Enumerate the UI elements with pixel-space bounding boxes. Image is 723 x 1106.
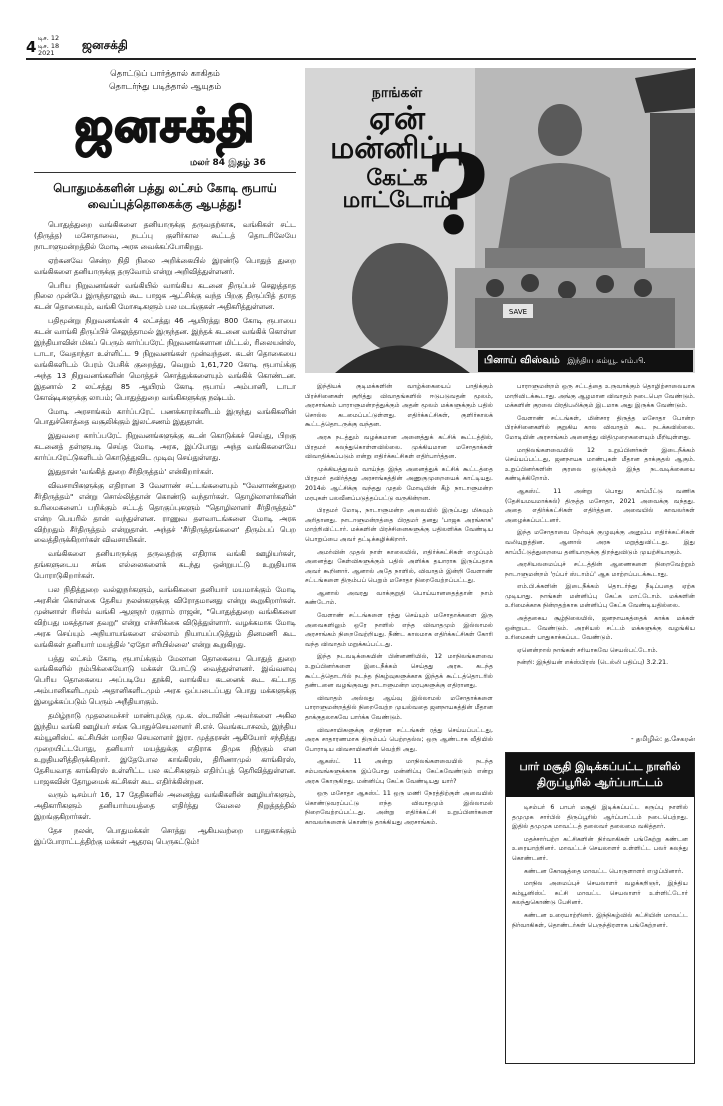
title-line: நாங்கள் [371, 85, 423, 101]
feature-paragraph: வேளாண் சட்டங்களை ரத்து செய்யும் மசோதாக்களை இரு அவைகளிலும் ஒரே நாளில் எந்த விவாதமும் இல்லாமல் அரசாங்கம் நிறைவேற்றியது. நீண்ட காலமாக எதிர்க்கட்சிகள் கோரி வந்த விவாதம் மறுக்கப்பட்டது. [305, 612, 493, 648]
masthead-rule [34, 172, 296, 173]
issue-number: மலர் 84 இதழ் 36 [190, 158, 266, 168]
lead-paragraph: தமிழ்நாடு முதலமைச்சர் மாண்புமிகு மு.க. ஸ்டாலின் அவர்களை அகில இந்திய வங்கி ஊழியர் சங்க பொதுச்செயலாளர் சி.எச். வெங்கடாசலம், இந்திய கம்யூனிஸ்ட் கட்சியின் மாநில செயலாளர் இரா. முத்தரசன் ஆகியோர் சந்தித்து முறையிட்டபோது, தனியார் மயத்துக்கு எதிராக திமுக நிற்கும் என உறுதியளித்திருக்கிறார். இதேபோல காங்கிரஸ், திரிணாமுல் காங்கிரஸ், தேசியவாத காங்கிரஸ் உள்ளிட்ட பல கட்சிகளும் எதிர்ப்புத் தெரிவித்துள்ளன. பாஜகவின் தோழமைக் கட்சிகள் கூட எதிர்க்கின்றன. [34, 711, 296, 786]
title-line: கேட்க [366, 166, 428, 191]
title-line: ஏன் [369, 99, 425, 137]
side-box-paragraph: கண்டன கோஷத்தை மாவட்ட பொருளாளர் எழுப்பினார். [524, 867, 684, 875]
lead-paragraph: வரும் டிசம்பர் 16, 17 தேதிகளில் அனைத்து வங்கிகளின் ஊழியர்களும், அதிகாரிகளும் தனியார்மயத்தை எதிர்த்து வேலை நிறுத்தத்தில் இறங்குகிறார்கள். [34, 790, 296, 822]
lead-paragraph: இதுதான் 'வங்கித் துறை சீர்திருத்தம்' என்கிறார்கள். [48, 467, 214, 477]
lead-paragraph: மோடி அரசாங்கம் கார்ப்பரேட் பணக்காரர்களிடம் இருந்து வங்கிகளின் பொதுச்சொத்தை வசூலிக்கும் இலட்சணம் இதுதான். [34, 406, 296, 427]
lead-paragraph: தேச நலன், பொதுமக்கள் சொத்து ஆகியவற்றை பாதுகாக்கும் இப்போராட்டத்திற்கு மக்கள் ஆதரவு பெருகட்டும்! [34, 826, 296, 847]
feature-paragraph: அரசியலமைப்புச் சட்டத்தின் ஆணைகளை நிறைவேற்றும் நாடாளுமன்றம் 'ரப்பர் ஸ்டாம்ப்' ஆக மாற்றப்படக்கூடாது. [505, 561, 695, 578]
feature-paragraph: வேளாண் சட்டங்கள், மின்சார திருத்த மசோதா போன்ற பிரச்சினைகளில் குறுகிய கால விவாதம் கூட நடக்கவில்லை. மோடியின் அரசாங்கம் அனைத்து விதிமுறைகளையும் மீறியுள்ளது. [505, 414, 695, 441]
feature-paragraph: நன்றி: இந்தியன் எக்ஸ்பிரஸ் (டெல்லி பதிப்பு) 3.2.21. [517, 659, 669, 667]
author-byline [478, 350, 693, 372]
side-box-paragraph: கண்டன உரையாற்றினர். இந்நிகழ்வில் கட்சியின் மாவட்ட நிர்வாகிகள், தொண்டர்கள் பெருந்திரளாக பங்கேற்றனர். [512, 911, 688, 929]
feature-paragraph: இந்த நடவடிக்கையின் பின்னணியில், 12 மாநிலங்களவை உறுப்பினர்களை இடைநீக்கம் செய்தது அரசு. கடந்த கூட்டத்தொடரில் நடந்த நிகழ்வுகளுக்காக இந்தக் கூட்டத்தொடரில் தண்டனை வழங்குவது நாடாளுமன்ற மரபுகளுக்கு எதிரானது. [305, 653, 493, 690]
feature-paragraph: இந்த மசோதாவை நேர்வுக் குழுவுக்கு அனுப்ப எதிர்க்கட்சிகள் வலியுறுத்தின. ஆனால் அரசு மறுத்துவிட்டது. இது காப்பீட்டுத்துறையை தனியாருக்கு திறந்துவிடும் முயற்சியாகும். [505, 529, 695, 556]
lead-paragraph: பொதுத்துறை வங்கிகளை தனியாருக்கு தருவதற்காக, வங்கிகள் சட்ட (திருத்த) மசோதாவை, நடப்பு குளிர்கால கூட்டத் தொடரிலேயே நாடாளுமன்றத்தில் மோடி அரசு வைக்கப்போகிறது. [34, 220, 296, 251]
feature-paragraph: அமர்வின் முதல் நாள் காலையில், எதிர்க்கட்சிகள் எழுப்பும் அனைத்து கேள்விகளுக்கும் பதில் அளிக்க தயாராக இருப்பதாக அவர் கூறினார். ஆனால் அதே நாளில், விவாதம் இன்றி வேளாண் சட்டங்களை திரும்பப் பெறும் மசோதா நிறைவேற்றப்பட்டது. [305, 548, 493, 585]
side-box-body [506, 797, 694, 939]
feature-paragraph: அத்தகைய சூழ்நிலையில், ஜனநாயகத்தைக் காக்க மக்கள் ஒன்றுபட வேண்டும். அரசியல் சட்டம் மக்களுக்கு வழங்கிய உரிமைகள் பாதுகாக்கப்பட வேண்டும். [505, 615, 695, 642]
feature-paragraph: எம்.பி.க்களின் இடைநீக்கம் தொடர்ந்து நீடிப்பதை ஏற்க முடியாது. நாங்கள் மன்னிப்பு கேட்க மாட்டோம். மக்களின் உரிமைக்காக நின்றதற்காக மன்னிப்பு கேட்க வேண்டியதில்லை. [505, 583, 695, 610]
lead-paragraph: பல நிதித்துறை வல்லுநர்களும், வங்கிகளை தனியார் மயமாக்கும் மோடி அரசின் கொள்கை தேசிய நலன்களுக்கு விரோதமானது என்று கூறுகிறார்கள். முன்னாள் ரிசர்வ் வங்கி ஆளுநர் ரகுராம் ராஜன், "பொதுத்துறை வங்கிகளை விற்பது மகத்தான தவறு" என்று எச்சரிக்கை விடுத்துள்ளார். வழக்கமாக மோடி அரசு செய்யும் அநியாயங்களை எல்லாம் நியாயப்படுத்தும் தினமணி கூட வங்கிகள் தனியார் மயத்தில் 'ஏதோ சரியில்லை' என்று கூறுகிறது. [34, 585, 296, 649]
feature-article-right-column [505, 382, 695, 732]
title-line: மன்னிப்பு [330, 131, 464, 166]
masthead-tagline [34, 68, 296, 94]
date-line: டிச. 18 [38, 41, 60, 50]
feature-paragraph: இந்தியக் குடிமக்களின் வாழ்க்கையைப் பாதிக்கும் பிரச்சினைகள் குறித்து விவாதங்களில் ஈடுபடுவதன் மூலம், அரசாங்கம் பாராளுமன்றத்துக்கும் அதன் மூலம் மக்களுக்கும் பதில் சொல்ல கடமைப்பட்டுள்ளது. எதிர்க்கட்சிகள், குளிர்காலக் கூட்டத்தொடருக்கு வந்தன. [305, 383, 493, 429]
header-rule [26, 58, 696, 60]
translator-credit: - தமிழில்: த.சேகரன் [631, 735, 695, 743]
side-box-paragraph: மதச்சார்பற்ற கட்சிகளின் நிர்வாகிகள் பங்கேற்று கண்டன உரையாற்றினர். மாவட்டச் செயலாளர் உள்ளிட்ட பலர் கலந்து கொண்டனர். [512, 835, 688, 862]
feature-paragraph: ஆனால் அவரது வாக்குறுதி பொய்யானதைத்தான் நாம் கண்டோம். [305, 589, 493, 607]
masthead-title: ஜனசக்தி [74, 98, 256, 152]
feature-photo-title [317, 86, 477, 212]
tagline-line-2: தொடர்ந்து படித்தால் ஆயுதம் [108, 82, 222, 92]
feature-paragraph: ஆகஸ்ட் 11 அன்று பொது காப்பீட்டு வணிக (தேசியமயமாக்கல்) திருத்த மசோதா, 2021 அவைக்கு வந்தது. அதை எதிர்க்கட்சிகள் எதிர்த்தன. அவையில் காவலர்கள் அழைக்கப்பட்டனர். [505, 487, 695, 524]
feature-paragraph: பாராளுமன்றம் ஒரு சட்டத்தை உருவாக்கும் தொழிற்சாலையாக மாறிவிடக்கூடாது. அங்கு ஆழமான விவாதம் நடைபெற வேண்டும். மக்களின் குரலை பிரதிபலிக்கும் இடமாக அது இருக்க வேண்டும். [505, 383, 695, 410]
lead-paragraph: பத்து லட்சம் கோடி ரூபாய்க்கும் மேலான தொகையை பொதுத் துறை வங்கிகளில் நம்பிக்கையோடு மக்கள் போட்டு வைத்துள்ளனர். இவ்வளவு பெரிய தொகையை அப்படியே தூக்கி, வாங்கிய கடனைக் கூட கட்டாத அம்பானிகளிடமும் அதானிகளிடமும் அரசு ஒப்படைப்பது பொது மக்களுக்கு இழைக்கப்படும் பெரும் அநீதியாகும். [34, 653, 296, 707]
feature-paragraph: ஆகஸ்ட் 11 அன்று மாநிலங்களவையில் நடந்த சம்பவங்களுக்காக இப்போது மன்னிப்பு கேட்கவேண்டும் என்று அரசு கோருகிறது. மன்னிப்பு கேட்க வேண்டியது யார்? [305, 758, 493, 785]
lead-paragraph: விவசாயிகளுக்கு எதிரான 3 வேளாண் சட்டங்களையும் "வேளாண்துறை சீர்திருத்தம்" என்று சொல்லித்தான் கொண்டு வந்தார்கள். தொழிலாளர்களின் உரிமைகளைப் பறிக்கும் சட்டத் தொகுப்புகளும் "தொழிலாளர் சீர்திருத்தம்" என்ற பெயரில் தான் வந்துள்ளன. ராணுவ தளவாடங்களை மோடி அரசு விற்றதும் சீர்திருத்தம் என்றுதான். அந்தச் 'சீர்திருத்தங்களை' திரும்பப் பெற வைத்திருக்கிறார்கள் விவசாயிகள். [34, 480, 296, 545]
feature-paragraph: அரசு நடத்தும் வழக்கமான அனைத்துக் கட்சிக் கூட்டத்தில், பிரதமர் கலந்துகொள்ளவில்லை. முக்கியமான மசோதாக்கள் விவாதிக்கப்படும் என்று எதிர்க்கட்சிகள் எதிர்பார்த்தன. [305, 433, 493, 461]
feature-paragraph: ஒரு மசோதா ஆகஸ்ட் 11 ஒரு மணி நேரத்திற்குள் அவையில் கொண்டுவரப்பட்டு எந்த விவாதமும் இல்லாமல் நிறைவேற்றப்பட்டது. அன்று எதிர்க்கட்சி உறுப்பினர்களை காவலர்களைக் கொண்டு தாக்கியது அரசாங்கம். [305, 790, 493, 826]
side-box-headline: பார் மசூதி இடிக்கப்பட்ட நாளில் திருப்பூரில் ஆர்ப்பாட்டம் [506, 753, 694, 797]
lead-article-body [34, 220, 296, 1072]
date-line: டிச. 12 [38, 34, 60, 42]
feature-paragraph: பிரதமர் மோடி, நாடாளுமன்ற அவையில் இருப்பது மிகவும் அரிதானது. நாடாளுமன்றத்தை பிரதமர் தனது 'பாஜக அரங்காக' மாற்றிவிட்டார். மக்களின் பிரச்சினைகளுக்கு பதிலளிக்க வேண்டிய பொறுப்பை அவர் தட்டிக்கழிக்கிறார். [305, 507, 493, 543]
side-news-box [505, 752, 695, 1064]
feature-photo [305, 68, 695, 373]
save-banner: SAVE [508, 308, 528, 316]
feature-paragraph: மாநிலங்களவையில் 12 உறுப்பினர்கள் இடைநீக்கம் செய்யப்பட்டது, ஜனநாயக மாண்புகள் மீதான தாக்குதல் ஆகும். உறுப்பினர்களின் குரலை ஒடுக்கும் இந்த நடவடிக்கையை கண்டிக்கிறோம். [505, 446, 695, 483]
lead-paragraph: ஏற்கனவே சென்ற நிதி நிலை அறிக்கையில் இரண்டு பொதுத் துறை வங்கிகளை தனியாருக்கு தருவோம் என்று அறிவித்துள்ளனர். [34, 255, 296, 276]
lead-headline: பொதுமக்களின் பத்து லட்சம் கோடி ரூபாய் வைப்புத்தொகைக்கு ஆபத்து! [53, 181, 277, 211]
feature-paragraph: முக்கியத்துவம் வாய்ந்த இந்த அனைத்துக் கட்சிக் கூட்டத்தை பிரதமர் தவிர்த்தது அரசாங்கத்தின் அணுகுமுறையைக் காட்டியது. 2014ல் ஆட்சிக்கு வந்தது முதல் மோடியின் கீழ் நாடாளுமன்ற மரபுகள் பலவீனப்படுத்தப்பட்டு வருகின்றன. [305, 465, 493, 502]
issue-date [38, 35, 59, 58]
title-line: மாட்டோம் [342, 188, 452, 213]
feature-paragraph: ஏனென்றால் நாங்கள் சரியாகவே செயல்பட்டோம். [517, 646, 658, 654]
side-box-paragraph: டிசம்பர் 6 பாபர் மசூதி இடிக்கப்பட்ட கருப்பு நாளில் தமுமுக சார்பில் திருப்பூரில் ஆர்ப்பாட்டம் நடைபெற்றது. இதில் தமுமுக மாவட்டத் தலைவர் தலைமை வகித்தார். [512, 804, 688, 831]
lead-paragraph: இதுவரை கார்ப்பரேட் நிறுவனங்களுக்கு கடன் கொடுக்கச் செய்து, பிறகு கடனைத் தள்ளுபடி செய்த மோடி அரசு, இப்போது அந்த வங்கிகளையே கார்ப்பரேட்டுகளிடம் கொடுத்துவிட முடிவு செய்துள்ளது. [34, 431, 296, 463]
date-line: 2021 [38, 49, 55, 57]
author-designation: இந்திய கம்யூ. எம்.பி. [567, 356, 646, 365]
lead-paragraph: வங்கிகளை தனியாருக்கு தருவதற்கு எதிராக வங்கி ஊழியர்கள், தங்களுடைய சங்க எல்லைகளைக் கடந்து ஒன்றுபட்டு உறுதியாக போராடுகிறார்கள். [34, 549, 296, 581]
author-name: பினாய் விஸ்வம் [484, 355, 560, 366]
feature-paragraph: விவசாயிகளுக்கு எதிரான சட்டங்கள் ரத்து செய்யப்பட்டது, அரசு சாதாரணமாக திரும்பப் பெற்றதல்ல; ஒரு ஆண்டாக வீதியில் போராடிய விவசாயிகளின் வெற்றி அது. [305, 726, 493, 753]
side-box-paragraph: மாநில அமைப்புச் செயலாளர் வழக்கறிஞர், இந்திய கம்யூனிஸ்ட் கட்சி மாவட்ட செயலாளர் உள்ளிட்டோர் கலந்துகொண்டு பேசினர். [512, 880, 688, 907]
page-number: 4 [26, 38, 37, 56]
lead-paragraph: பெரிய நிறுவனங்கள் வங்கியில் வாங்கிய கடனை திருப்பச் செலுத்தாத நிலை முன்பே இருந்தாலும் கூட பாஜக ஆட்சிக்கு வந்த பிறகு திருப்பித் தராத கடன் தொகையும், வங்கி மோசடிகளும் பல மடங்குகள் அதிகரித்துள்ளன. [34, 280, 296, 312]
lead-paragraph: பதிமூன்று நிறுவனங்கள் 4 லட்சத்து 46 ஆயிரத்து 800 கோடி ரூபாயை கடன் வாங்கி திருப்பிச் செலுத்தாமல் இருந்தன. இந்தக் கடனை வங்கிக் கொள்ள இந்தியாவின் மிகப் பெரும் கார்ப்பரேட் நிறுவனங்களான மிட்டல், ரிலையன்ஸ், டாடா, வேதாந்தா உள்ளிட்ட 9 நிறுவனங்கள் முன்வந்தன. கடன் தொகையை வங்கிகளிடம் பேரம் பேசிக் குறைத்து, வெறும் 1,61,720 கோடி ரூபாய்க்கு அந்த 13 நிறுவனங்களின் மொத்தச் சொத்துக்களையும் வங்கிக் கொண்டன. இதனால் 2 லட்சத்து 85 ஆயிரம் கோடி ரூபாய் அம்பானி, டாடா கோஷ்டிகளுக்கு லாபம்; பொதுத்துறை வங்கிகளுக்கு நஷ்டம். [34, 316, 296, 402]
feature-paragraph: விவாதம் அல்லது ஆய்வு இல்லாமல் மசோதாக்களை பாராளுமன்றத்தில் நிறைவேற்ற முயல்வதை ஜனநாயகத்தின் மீதான தாக்குதலாகவே பார்க்க வேண்டும். [305, 694, 493, 721]
question-mark-glyph: ? [425, 130, 490, 259]
feature-article-middle-column [305, 382, 493, 1072]
running-header-paper-name: ஜனசக்தி [82, 38, 128, 52]
tagline-line-1: தொட்டுப் பார்த்தால் காகிதம் [110, 69, 220, 79]
